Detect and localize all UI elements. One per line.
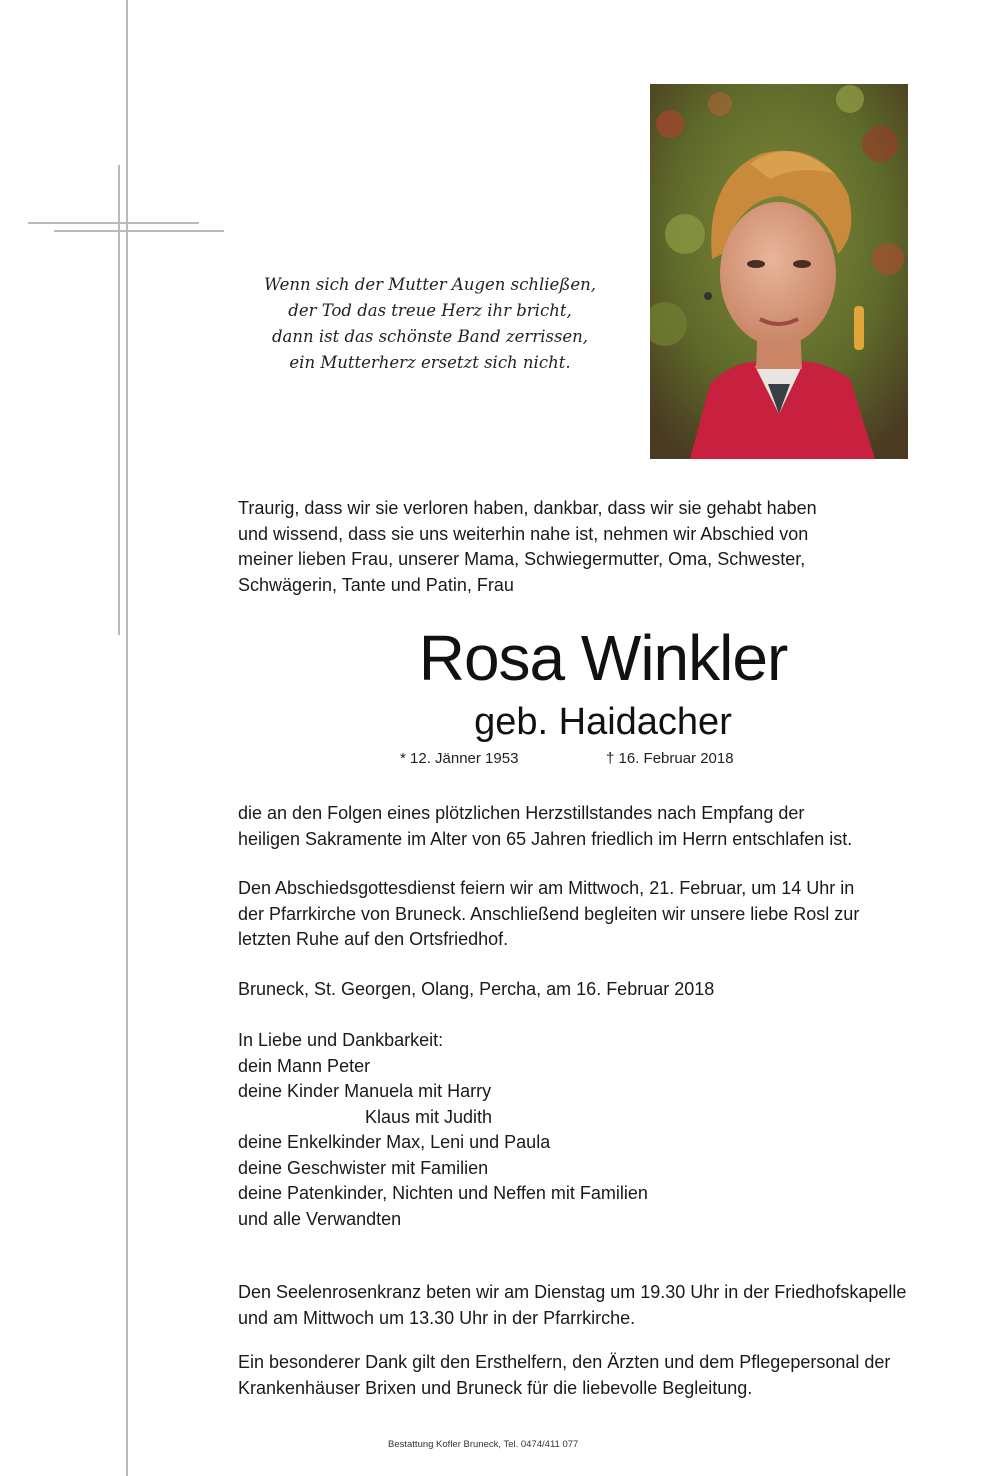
text-line: Den Abschiedsgottesdienst feiern wir am Mittwoch, 21. Februar, um 14 Uhr in	[238, 878, 855, 898]
intro-line: Traurig, dass wir sie verloren haben, dankbar, dass wir sie gehabt haben	[238, 498, 817, 518]
intro-paragraph	[238, 496, 968, 598]
life-dates	[400, 746, 820, 772]
poem-line: Wenn sich der Mutter Augen schließen,	[264, 275, 596, 294]
poem-line: dann ist das schönste Band zerrissen,	[271, 327, 589, 346]
mourner-line: deine Geschwister mit Familien	[238, 1157, 489, 1178]
poem-line: ein Mutterherz ersetzt sich nicht.	[289, 353, 571, 372]
text-line: letzten Ruhe auf den Ortsfriedhof.	[238, 929, 509, 949]
death-date: † 16. Februar 2018	[606, 750, 734, 767]
birth-date: * 12. Jänner 1953	[400, 750, 519, 767]
funeral-home-footer: Bestattung Kofler Bruneck, Tel. 0474/411 077	[388, 1439, 579, 1450]
deceased-name: Rosa Winkler	[418, 622, 788, 694]
death-notice-paragraph	[238, 801, 968, 852]
cross-ornament	[0, 0, 240, 1476]
text-line: Den Seelenrosenkranz beten wir am Dienstag um 19.30 Uhr in der Friedhofskapelle	[238, 1282, 907, 1302]
funeral-paragraph	[238, 876, 968, 953]
intro-line: und wissend, dass sie uns weiterhin nahe ist, nehmen wir Abschied von	[238, 523, 809, 544]
mourner-line: deine Enkelkinder Max, Leni und Paula	[238, 1132, 551, 1152]
mourners-list	[238, 1028, 968, 1232]
text-line: die an den Folgen eines plötzlichen Herzstillstandes nach Empfang der	[238, 803, 805, 823]
intro-line: meiner lieben Frau, unserer Mama, Schwiegermutter, Oma, Schwester,	[238, 549, 806, 569]
intro-line: Schwägerin, Tante und Patin, Frau	[238, 574, 514, 595]
memorial-poem	[230, 272, 630, 376]
mourner-line: und alle Verwandten	[238, 1208, 402, 1229]
place-date: Bruneck, St. Georgen, Olang, Percha, am 16. Februar 2018	[238, 979, 715, 999]
text-line: Krankenhäuser Brixen und Bruneck für die liebevolle Begleitung.	[238, 1377, 753, 1398]
thanks-paragraph	[238, 1350, 968, 1401]
text-line: Ein besonderer Dank gilt den Ersthelfern, den Ärzten und dem Pflegepersonal der	[238, 1352, 891, 1372]
poem-line: der Tod das treue Herz ihr bricht,	[288, 301, 572, 320]
text-line: heiligen Sakramente im Alter von 65 Jahren friedlich im Herrn entschlafen ist.	[238, 828, 853, 849]
rosary-paragraph	[238, 1280, 968, 1331]
mourner-line: deine Patenkinder, Nichten und Neffen mit Familien	[238, 1183, 648, 1203]
maiden-name: geb. Haidacher	[474, 701, 732, 743]
text-line: und am Mittwoch um 13.30 Uhr in der Pfarrkirche.	[238, 1307, 636, 1328]
text-line: der Pfarrkirche von Bruneck. Anschließend begleiten wir unsere liebe Rosl zur	[238, 903, 860, 924]
mourner-line: Klaus mit Judith	[365, 1106, 493, 1127]
mourner-line: dein Mann Peter	[238, 1055, 371, 1076]
mourner-line: deine Kinder Manuela mit Harry	[238, 1081, 492, 1101]
mourners-heading: In Liebe und Dankbarkeit:	[238, 1030, 444, 1050]
portrait-photo	[650, 84, 908, 459]
